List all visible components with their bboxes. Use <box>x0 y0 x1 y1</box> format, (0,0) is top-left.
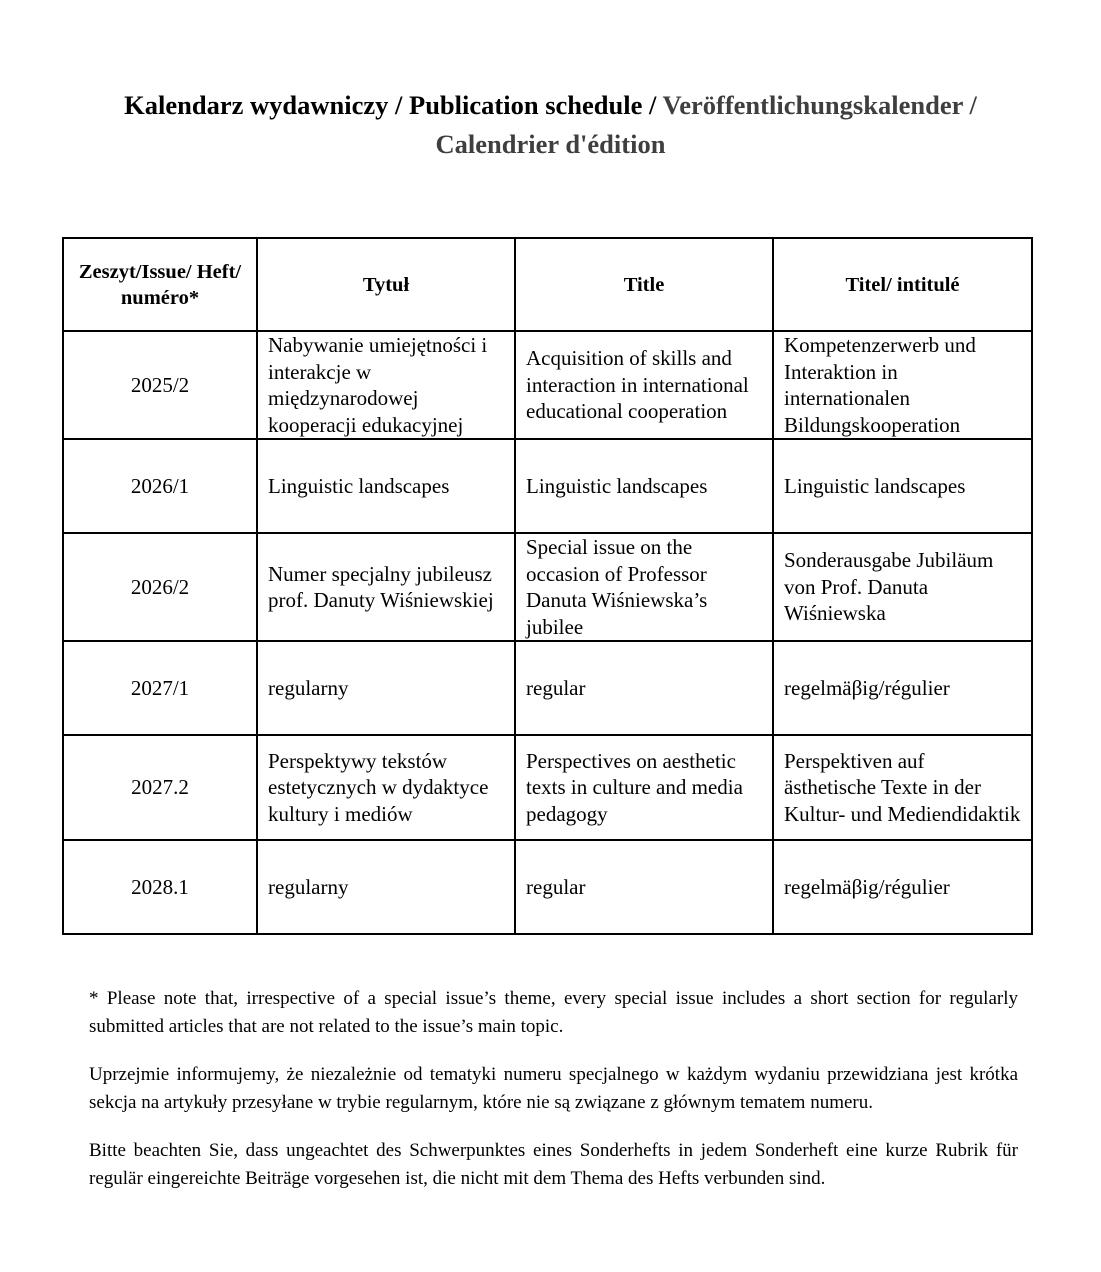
cell-title: regular <box>515 840 773 934</box>
note-english: * Please note that, irrespective of a special issue’s theme, every special issue includes a short section for regularly submitted articles that are not related to the issue’s main topic. <box>89 988 1018 1037</box>
header-title: Title <box>515 238 773 331</box>
table-row <box>63 735 1032 840</box>
cell-tytul: Numer specjalny jubileusz prof. Danuty Wiśniewskiej <box>257 533 515 641</box>
header-tytul: Tytuł <box>257 238 515 331</box>
title-german: Veröffentlichungskalender / <box>662 90 977 120</box>
table-row <box>63 641 1032 735</box>
table-row <box>63 533 1032 641</box>
note-german: Bitte beachten Sie, dass ungeachtet des Schwerpunktes eines Sonderhefts in jedem Sonderheft eine kurze Rubrik für regulär eingereichte Beiträge vorgesehen ist, die nicht mit dem Thema des Hefts verbunden sind. <box>89 1140 1018 1189</box>
table-row <box>63 331 1032 439</box>
cell-titel: regelmäβig/régulier <box>773 641 1032 735</box>
cell-tytul: regularny <box>257 641 515 735</box>
cell-titel: Perspektiven auf ästhetische Texte in der Kultur- und Mediendidaktik <box>773 735 1032 840</box>
table-header-row <box>63 238 1032 331</box>
note-polish: Uprzejmie informujemy, że niezależnie od tematyki numeru specjalnego w każdym wydaniu przewidziana jest krótka sekcja na artykuły przesyłane w trybie regularnym, które nie są związane z głównym tematem numeru. <box>89 1064 1018 1113</box>
cell-tytul: Perspektywy tekstów estetycznych w dydaktyce kultury i mediów <box>257 735 515 840</box>
title-polish-english: Kalendarz wydawniczy / Publication schedule / <box>124 90 663 120</box>
header-titel: Titel/ intitulé <box>773 238 1032 331</box>
cell-issue: 2028.1 <box>63 840 257 934</box>
page-title <box>40 86 1061 164</box>
cell-issue: 2026/2 <box>63 533 257 641</box>
cell-titel: Sonderausgabe Jubiläum von Prof. Danuta Wiśniewska <box>773 533 1032 641</box>
cell-tytul: regularny <box>257 840 515 934</box>
cell-titel: Linguistic landscapes <box>773 439 1032 533</box>
table-row <box>63 840 1032 934</box>
header-issue: Zeszyt/Issue/ Heft/ numéro* <box>63 238 257 331</box>
table-row <box>63 439 1032 533</box>
cell-title: Acquisition of skills and interaction in international educational cooperation <box>515 331 773 439</box>
cell-issue: 2027.2 <box>63 735 257 840</box>
cell-title: Perspectives on aesthetic texts in culture and media pedagogy <box>515 735 773 840</box>
cell-issue: 2026/1 <box>63 439 257 533</box>
cell-titel: Kompetenzerwerb und Interaktion in internationalen Bildungskooperation <box>773 331 1032 439</box>
cell-tytul: Linguistic landscapes <box>257 439 515 533</box>
cell-title: Special issue on the occasion of Professor Danuta Wiśniewska’s jubilee <box>515 533 773 641</box>
title-french: Calendrier d'édition <box>435 129 666 159</box>
cell-title: Linguistic landscapes <box>515 439 773 533</box>
cell-title: regular <box>515 641 773 735</box>
cell-titel: regelmäβig/régulier <box>773 840 1032 934</box>
cell-tytul: Nabywanie umiejętności i interakcje w międzynarodowej kooperacji edukacyjnej <box>257 331 515 439</box>
publication-schedule-table <box>62 237 1033 935</box>
footnotes <box>89 985 1018 1213</box>
cell-issue: 2027/1 <box>63 641 257 735</box>
cell-issue: 2025/2 <box>63 331 257 439</box>
